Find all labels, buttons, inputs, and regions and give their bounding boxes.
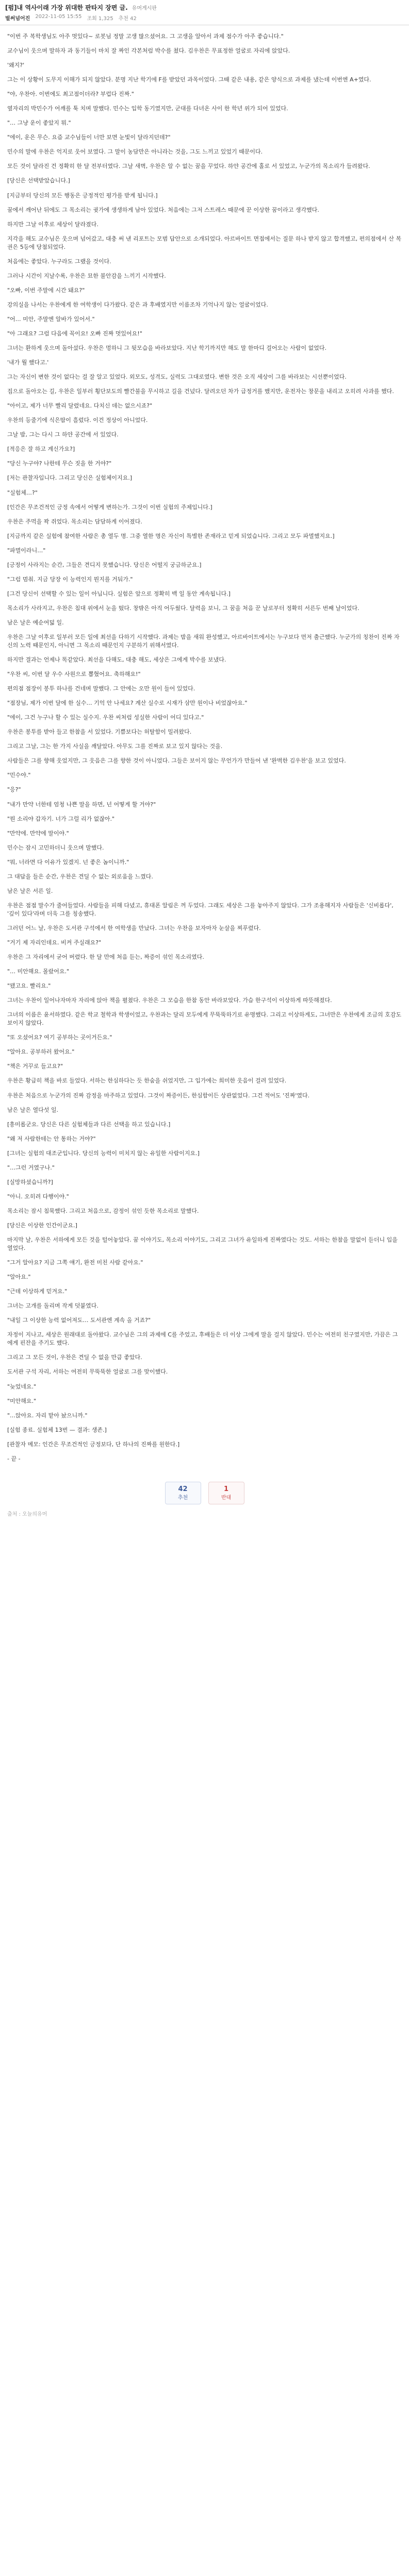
- body-paragraph: "아 그래요? 그럼 다음에 꼭이요! 오빠 진짜 멋있어요!": [7, 330, 142, 337]
- body-paragraph: [긍정이 사라지는 순간, 그들은 견디지 못했습니다. 당신은 어떨지 궁금하군요.]: [7, 561, 202, 568]
- body-paragraph: 꿈에서 깨어난 뒤에도 그 목소리는 귓가에 생생하게 남아 있었다. 처음에는 그저 스트레스 때문에 꾼 이상한 꿈이라고 생각했다.: [7, 206, 319, 213]
- body-paragraph: [당신은 이상한 인간이군요.]: [7, 1222, 77, 1229]
- body-paragraph: 우찬은 황급히 책을 바로 들었다. 서하는 한심하다는 듯 한숨을 쉬었지만, 그 입가에는 희미한 웃음이 걸려 있었다.: [7, 1077, 287, 1084]
- body-paragraph: 하지만 결과는 언제나 똑같았다. 최선을 다해도, 대충 해도, 세상은 그에게 박수를 보냈다.: [7, 656, 226, 664]
- body-paragraph: "아이고, 제가 너무 빨리 달렸네요. 다치신 데는 없으시죠?": [7, 402, 153, 410]
- post-body: [0, 25, 409, 1463]
- body-paragraph: 민수의 말에 우찬은 억지로 웃어 보였다. 그 말이 농담만은 아니라는 것을, 그도 느끼고 있었기 때문이다.: [7, 148, 263, 156]
- body-paragraph: "내일 그 이상한 능력 없어져도… 도서관엔 계속 올 거죠?": [7, 1317, 151, 1324]
- body-paragraph: 하지만 그날 이후로 세상이 달라졌다.: [7, 221, 99, 228]
- body-paragraph: "뭐, 너라면 다 이유가 있겠지. 넌 좋은 놈이니까.": [7, 858, 129, 866]
- body-paragraph: "이번 주 복학생님도 아주 멋있다~ 로봇님 정말 고생 많으셨어요. 그 고생을 알아서 과제 점수가 아주 좋습니다.": [7, 33, 284, 40]
- body-paragraph: [저는 관찰자입니다. 그리고 당신은 실험체이지요.]: [7, 474, 133, 482]
- post-title-row: [5, 3, 404, 12]
- body-paragraph: 우찬은 봉투를 받아 들고 한참을 서 있었다. 기쁨보다는 허탈함이 밀려왔다.: [7, 728, 192, 736]
- body-paragraph: "내가 만약 너한테 엄청 나쁜 말을 하면, 넌 어떻게 할 거야?": [7, 801, 156, 808]
- body-paragraph: [흥미롭군요. 당신은 다른 실험체들과 다른 선택을 하고 있습니다.]: [7, 1121, 171, 1128]
- body-paragraph: "우찬 씨, 이번 달 우수 사원으로 뽑혔어요. 축하해요!": [7, 671, 141, 678]
- body-paragraph: 우찬은 점점 말수가 줄어들었다. 사람들을 피해 다녔고, 휴대폰 알림은 꺼 두었다. 그래도 세상은 그를 놓아주지 않았다. 그가 조용해지자 사람들은 '신비롭다', '깊이 있다'라며 더욱 그를 칭송했다.: [7, 902, 394, 917]
- body-paragraph: "… 미안해요. 몰랐어요.": [7, 968, 70, 975]
- body-paragraph: "뭔 소리야 갑자기. 너가 그럴 리가 없잖아.": [7, 815, 115, 822]
- body-paragraph: 그리고 그 모든 것이, 우찬은 견딜 수 없을 만큼 좋았다.: [7, 1354, 142, 1361]
- body-paragraph: 강의실을 나서는 우찬에게 한 여학생이 다가왔다. 같은 과 후배였지만 이름조차 기억나지 않는 얼굴이었다.: [7, 301, 268, 308]
- post-header: [0, 0, 409, 25]
- body-paragraph: 그러나 시간이 지날수록, 우찬은 묘한 불안감을 느끼기 시작했다.: [7, 272, 166, 279]
- body-paragraph: "실험체…?": [7, 489, 38, 496]
- body-paragraph: 우찬은 그 자리에서 굳어 버렸다. 한 달 만에 처음 듣는, 짜증이 섞인 목소리였다.: [7, 954, 204, 961]
- post-recommends: 추천 42: [118, 16, 137, 22]
- body-paragraph: 그날 밤, 그는 다시 그 하얀 공간에 서 있었다.: [7, 431, 119, 438]
- body-paragraph: 도서관 구석 자리, 서하는 여전히 무뚝뚝한 얼굴로 그를 맞이했다.: [7, 1368, 168, 1376]
- body-paragraph: 그 대답을 들은 순간, 우찬은 견딜 수 없는 외로움을 느꼈다.: [7, 873, 153, 880]
- body-paragraph: 우찬의 등줄기에 식은땀이 흘렀다. 이건 정상이 아니었다.: [7, 417, 148, 424]
- body-paragraph: 민수는 잠시 고민하더니 웃으며 말했다.: [7, 844, 104, 851]
- post-views: 조회 1,325: [87, 16, 113, 22]
- body-paragraph: [적응은 잘 하고 계신가요?]: [7, 446, 75, 453]
- body-paragraph: 남은 날은 서른 일.: [7, 887, 53, 894]
- body-paragraph: "됐고요. 빨리요.": [7, 982, 51, 990]
- body-paragraph: 우찬은 처음으로 누군가의 진짜 감정을 마주하고 있었다. 그것이 짜증이든, 한심함이든 상관없었다. 그건 적어도 '진짜'였다.: [7, 1092, 310, 1099]
- unrecommend-label: 반대: [221, 1495, 232, 1501]
- body-paragraph: [관찰자 메모: 인간은 무조건적인 긍정보다, 단 하나의 진짜를 원한다.]: [7, 1440, 180, 1448]
- body-paragraph: 그녀의 이름은 윤서하였다. 같은 학교 철학과 학생이었고, 우찬과는 달리 모두에게 무뚝뚝하기로 유명했다. 그리고 이상하게도, 그녀만은 우찬에게 조금의 호감도 보이지 않았다.: [7, 1011, 402, 1027]
- body-paragraph: 그녀는 환하게 웃으며 돌아섰다. 우찬은 멍하니 그 뒷모습을 바라보았다. 지난 학기까지만 해도 말 한마디 걸어오는 사람이 없었다.: [7, 345, 326, 352]
- body-paragraph: "근데 이상하게 믿겨요.": [7, 1288, 68, 1295]
- body-paragraph: 사람들은 그를 향해 웃었지만, 그 웃음은 그를 향한 것이 아니었다. 그들은 보이지 않는 무언가가 만들어 낸 '완벽한 김우찬'을 보고 있었다.: [7, 757, 346, 765]
- body-paragraph: 자정이 지나고, 세상은 원래대로 돌아왔다. 교수님은 그의 과제에 C를 주었고, 후배들은 더 이상 그에게 말을 걸지 않았다. 민수는 여전히 친구였지만, 가끔은 그에게 핀잔을 주기도 했다.: [7, 1331, 398, 1347]
- body-paragraph: "…앉아요. 자리 맡아 놨으니까.": [7, 1412, 88, 1419]
- body-paragraph: "책은 거꾸로 들고요?": [7, 1063, 63, 1070]
- body-paragraph: 지각을 해도 교수님은 웃으며 넘어갔고, 대충 써 낸 리포트는 모범 답안으로 소개되었다. 아르바이트 면접에서는 질문 하나 받지 않고 합격했고, 편의점에서 산 복권은 5등에 당첨되었다.: [7, 235, 401, 250]
- body-paragraph: "…그런 거였구나.": [7, 1164, 55, 1171]
- body-paragraph: "파멸이라니…": [7, 547, 46, 554]
- unrecommend-count: 1: [223, 1485, 229, 1493]
- unrecommend-button[interactable]: [208, 1482, 244, 1504]
- body-paragraph: "에이, 운은 무슨. 요즘 교수님들이 너만 보면 눈빛이 달라지던데?": [7, 134, 171, 141]
- body-paragraph: "그거 알아요? 지금 그쪽 얘기, 완전 미친 사람 같아요.": [7, 1259, 143, 1266]
- body-paragraph: "… 그냥 운이 좋았지 뭐.": [7, 120, 71, 127]
- post-date: 2022-11-05 15:55: [35, 14, 82, 20]
- body-paragraph: '내가 뭘 했다고.': [7, 359, 49, 366]
- body-paragraph: 남은 날은 열다섯 일.: [7, 1106, 58, 1113]
- body-paragraph: 편의점 점장이 봉투 하나를 건네며 말했다. 그 안에는 오만 원이 들어 있었다.: [7, 685, 195, 692]
- body-paragraph: "그럼 멈춰. 지금 당장 이 능력인지 뭔지를 거둬가.": [7, 575, 133, 583]
- body-paragraph: "에이, 그건 누구나 할 수 있는 실수지. 우찬 씨처럼 성실한 사람이 어디 있다고.": [7, 714, 204, 721]
- body-paragraph: 마지막 날, 우찬은 서하에게 모든 것을 털어놓았다. 꿈 이야기도, 목소리 이야기도, 그리고 그녀가 유일하게 진짜였다는 것도. 서하는 한참을 말없이 듣더니 입을 열었다.: [7, 1236, 398, 1252]
- body-paragraph: [인간은 무조건적인 긍정 속에서 어떻게 변하는가. 그것이 이번 실험의 주제입니다.]: [7, 503, 212, 511]
- body-paragraph: 옆자리의 박민수가 어깨를 툭 치며 말했다. 민수는 입학 동기였지만, 군대를 다녀온 사이 한 학년 위가 되어 있었다.: [7, 105, 288, 112]
- body-paragraph: "응?": [7, 786, 21, 793]
- body-paragraph: [지금까지 같은 실험에 참여한 사람은 총 열두 명. 그중 열한 명은 자신이 특별한 존재라고 믿게 되었습니다. 그리고 모두 파멸했지요.]: [7, 532, 335, 539]
- body-paragraph: 그녀는 우찬이 일어나자마자 자리에 앉아 책을 펼쳤다. 우찬은 그 모습을 한참 동안 바라보았다. 가슴 한구석이 이상하게 따뜻해졌다.: [7, 997, 332, 1004]
- recommend-count: 42: [178, 1485, 188, 1493]
- body-paragraph: "민수야.": [7, 772, 31, 779]
- body-paragraph: [그건 당신이 선택할 수 있는 일이 아닙니다. 실험은 앞으로 정확히 백 일 동안 계속됩니다.]: [7, 590, 231, 597]
- body-paragraph: 처음에는 좋았다. 누구라도 그랬을 것이다.: [7, 258, 111, 265]
- post-category[interactable]: 유머게시판: [132, 6, 157, 11]
- body-paragraph: 그는 자신이 변한 것이 없다는 걸 잘 알고 있었다. 외모도, 성격도, 실력도 그대로였다. 변한 것은 오직 세상이 그를 바라보는 시선뿐이었다.: [7, 374, 347, 381]
- body-paragraph: 모든 것이 달라진 건 정확히 한 달 전부터였다. 그날 새벽, 우찬은 알 수 없는 꿈을 꾸었다. 하얀 공간에 홀로 서 있었고, 누군가의 목소리가 들려왔다.: [7, 163, 370, 170]
- body-paragraph: 그러던 어느 날, 우찬은 도서관 구석에서 한 여학생을 만났다. 그녀는 우찬을 보자마자 눈살을 찌푸렸다.: [7, 924, 261, 931]
- post-actions: [0, 1469, 409, 1510]
- body-paragraph: "점장님, 제가 이번 달에 한 실수… 기억 안 나세요? 계산 실수로 시재가 삼만 원이나 비었잖아요.": [7, 700, 248, 707]
- body-paragraph: 그녀는 고개를 돌리며 작게 덧붙였다.: [7, 1302, 99, 1310]
- body-paragraph: "늦었네요.": [7, 1383, 37, 1390]
- body-paragraph: 목소리가 사라지고, 우찬은 침대 위에서 눈을 떴다. 창밖은 아직 어두웠다. 달력을 보니, 그 꿈을 처음 꾼 날로부터 정확히 서른두 번째 날이었다.: [7, 604, 359, 612]
- body-paragraph: [실망하셨습니까?]: [7, 1178, 53, 1185]
- body-paragraph: 집으로 돌아오는 길, 우찬은 일부러 횡단보도의 빨간불을 무시하고 길을 건넜다. 달려오던 차가 급정거를 했지만, 운전자는 창문을 내리고 오히려 사과를 했다.: [7, 388, 394, 395]
- body-paragraph: '왜지?': [7, 62, 25, 69]
- body-paragraph: "아니. 오히려 다행이야.": [7, 1193, 69, 1200]
- body-paragraph: [그녀는 실험의 대조군입니다. 당신의 능력이 미치지 않는 유일한 사람이지요.]: [7, 1149, 200, 1157]
- body-paragraph: [실험 종료. 실험체 13번 — 결과: 생존.]: [7, 1426, 107, 1433]
- body-paragraph: "어… 미안, 주말엔 알바가 있어서.": [7, 315, 95, 323]
- body-paragraph: "알아요.": [7, 1274, 31, 1281]
- post-author[interactable]: 벌써넘어진: [5, 16, 30, 22]
- body-paragraph: [지금부터 당신의 모든 행동은 긍정적인 평가를 받게 됩니다.]: [7, 192, 158, 199]
- body-paragraph: "왜 저 사람한테는 안 통하는 거야?": [7, 1135, 96, 1142]
- body-paragraph: "거기 제 자리인데요. 비켜 주실래요?": [7, 939, 102, 946]
- body-paragraph: "야, 우찬아. 이번에도 최고점이더라? 부럽다 진짜.": [7, 91, 134, 98]
- recommend-button[interactable]: [165, 1482, 201, 1504]
- source-row: 출처 : 오늘의유머: [7, 1511, 47, 1517]
- body-paragraph: "당신 누구야? 나한테 무슨 짓을 한 거야?": [7, 460, 112, 467]
- body-paragraph: 교수님이 웃으며 말하자 과 동기들이 마치 잘 짜인 각본처럼 박수를 쳤다. 김우찬은 무표정한 얼굴로 자리에 앉았다.: [7, 47, 290, 55]
- post-meta: [5, 14, 404, 22]
- body-paragraph: "미안해요.": [7, 1397, 37, 1404]
- body-paragraph: 목소리는 잠시 침묵했다. 그리고 처음으로, 감정이 섞인 듯한 목소리로 말했다.: [7, 1207, 199, 1214]
- body-paragraph: 남은 날은 예순여덟 일.: [7, 619, 64, 626]
- body-paragraph: "또 오셨어요? 여기 공부하는 곳이거든요.": [7, 1034, 112, 1041]
- post-title: [펌]내 역사이래 가장 위대한 판타지 장편 글.: [5, 4, 128, 11]
- body-paragraph: [당신은 선택받았습니다.]: [7, 177, 70, 184]
- body-paragraph: - 끝 -: [7, 1455, 21, 1462]
- recommend-label: 추천: [177, 1495, 188, 1501]
- body-paragraph: "만약에. 만약에 말이야.": [7, 829, 69, 837]
- body-paragraph: 우찬은 주먹을 꽉 쥐었다. 목소리는 담담하게 이어졌다.: [7, 518, 142, 525]
- body-paragraph: "알아요. 공부하러 왔어요.": [7, 1048, 75, 1056]
- body-paragraph: 그는 이 상황이 도무지 이해가 되지 않았다. 분명 지난 학기에 F를 받았던 과목이었다. 그때 같은 내용, 같은 양식으로 과제를 냈는데 이번엔 A+였다.: [7, 76, 371, 83]
- body-paragraph: 우찬은 그날 이후로 일부러 모든 일에 최선을 다하기 시작했다. 과제는 밤을 새워 완성했고, 아르바이트에서는 누구보다 먼저 출근했다. 누군가의 칭찬이 진짜 자신의 노력 때문인지, 아니면 그 목소리 때문인지 구분하기 위해서였다.: [7, 633, 400, 649]
- body-paragraph: "오빠, 이번 주말에 시간 돼요?": [7, 286, 85, 294]
- body-paragraph: 그리고 그날, 그는 한 가지 사실을 깨달았다. 아무도 그를 진짜로 보고 있지 않다는 것을.: [7, 743, 223, 750]
